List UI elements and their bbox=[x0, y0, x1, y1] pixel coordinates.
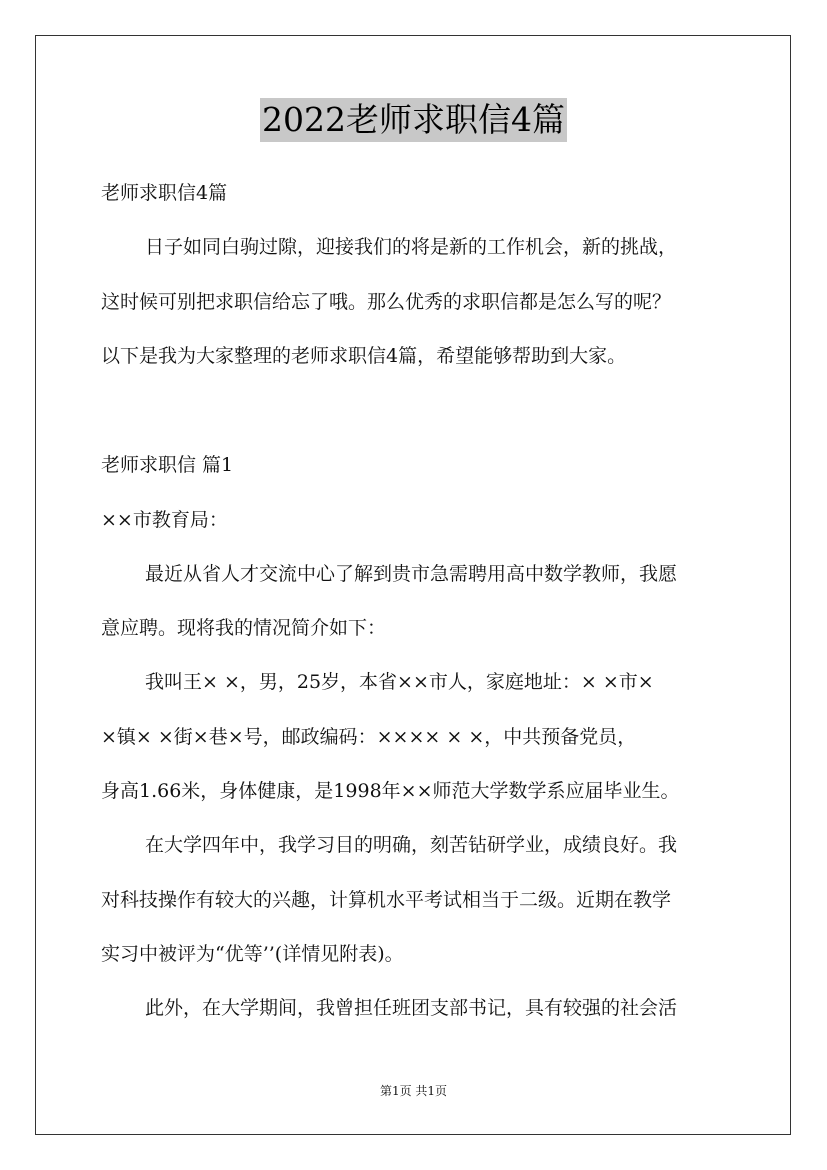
intro-line-3: 以下是我为大家整理的老师求职信4篇，希望能够帮助到大家。 bbox=[101, 345, 627, 367]
para3-line-3: 实习中被评为“优等’’(详情见附表)。 bbox=[101, 943, 404, 965]
document-title: 2022老师求职信4篇 bbox=[260, 98, 567, 142]
para4-line-1: 此外，在大学期间，我曾担任班团支部书记，具有较强的社会活 bbox=[145, 997, 678, 1019]
para3-line-1: 在大学四年中，我学习目的明确，刻苦钻研学业，成绩良好。我 bbox=[145, 834, 678, 856]
intro-heading: 老师求职信4篇 bbox=[101, 182, 228, 204]
page-footer: 第1页 共1页 bbox=[379, 1084, 448, 1098]
section-heading: 老师求职信 篇1 bbox=[101, 454, 234, 476]
para2-line-3: 身高1.66米，身体健康，是1998年××师范大学数学系应届毕业生。 bbox=[101, 780, 680, 802]
para2-line-2: ×镇× ×街×巷×号，邮政编码：×××× × ×，中共预备党员， bbox=[101, 726, 637, 748]
para1-line-2: 意应聘。现将我的情况简介如下： bbox=[101, 617, 387, 639]
title-container bbox=[0, 98, 827, 142]
para1-line-1: 最近从省人才交流中心了解到贵市急需聘用高中数学教师，我愿 bbox=[145, 563, 678, 585]
intro-line-2: 这时候可别把求职信给忘了哦。那么优秀的求职信都是怎么写的呢？ bbox=[101, 291, 672, 313]
intro-line-1: 日子如同白驹过隙，迎接我们的将是新的工作机会，新的挑战， bbox=[145, 236, 678, 258]
para3-line-2: 对科技操作有较大的兴趣，计算机水平考试相当于二级。近期在教学 bbox=[101, 889, 672, 911]
salutation: ××市教育局： bbox=[101, 509, 228, 531]
para2-line-1: 我叫王× ×，男，25岁，本省××市人，家庭地址：× ×市× bbox=[145, 671, 654, 693]
